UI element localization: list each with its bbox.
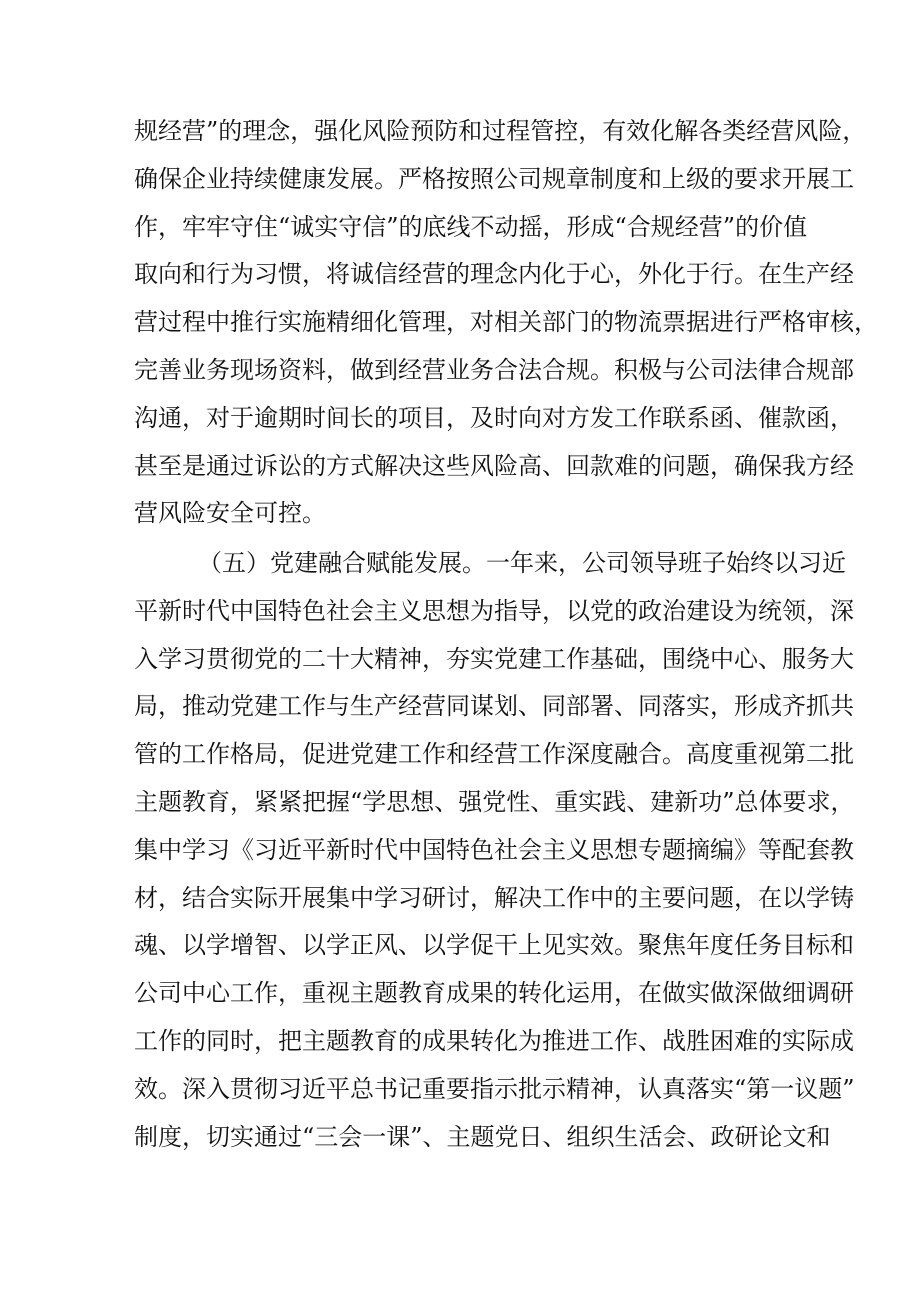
paragraph-risk-compliance <box>134 108 878 538</box>
paragraph-party-building <box>134 540 855 1161</box>
text-line: 确保企业持续健康发展。严格按照公司规章制度和上级的要求开展工 <box>134 164 854 193</box>
text-line: 集中学习《习近平新时代中国特色社会主义思想专题摘编》等配套教 <box>134 835 854 864</box>
text-line: （五）党建融合赋能发展。一年来，公司领导班子始终以习近 <box>198 549 846 577</box>
text-line: 主题教育，紧紧把握“学思想、强党性、重实践、建新功”总体要求， <box>134 787 855 816</box>
text-line: 管的工作格局，促进党建工作和经营工作深度融合。高度重视第二批 <box>134 740 854 769</box>
text-line: 局，推动党建工作与生产经营同谋划、同部署、同落实，形成齐抓共 <box>134 692 854 721</box>
text-line: 甚至是通过诉讼的方式解决这些风险高、回款难的问题，确保我方经 <box>134 451 854 480</box>
text-line: 材，结合实际开展集中学习研讨，解决工作中的主要问题，在以学铸 <box>134 883 854 912</box>
text-line: 取向和行为习惯，将诚信经营的理念内化于心，外化于行。在生产经 <box>134 260 854 289</box>
text-line: 沟通，对于逾期时间长的项目，及时向对方发工作联系函、催款函， <box>134 403 854 432</box>
text-line: 完善业务现场资料，做到经营业务合法合规。积极与公司法律合规部 <box>134 355 854 384</box>
text-line: 制度，切实通过“三会一课”、主题党日、组织生活会、政研论文和 <box>134 1122 831 1151</box>
text-line: 营过程中推行实施精细化管理，对相关部门的物流票据进行严格审核， <box>134 308 878 337</box>
text-line: 魂、以学增智、以学正风、以学促干上见实效。聚焦年度任务目标和 <box>134 931 854 960</box>
text-line: 作，牢牢守住“诚实守信”的底线不动摇，形成“合规经营”的价值 <box>134 212 808 241</box>
text-line: 营风险安全可控。 <box>134 499 326 528</box>
text-line: 效。深入贯彻习近平总书记重要指示批示精神，认真落实“第一议题” <box>134 1074 855 1103</box>
text-line: 入学习贯彻党的二十大精神，夯实党建工作基础，围绕中心、服务大 <box>134 644 854 673</box>
text-line: 工作的同时，把主题教育的成果转化为推进工作、战胜困难的实际成 <box>134 1026 854 1055</box>
text-line: 规经营”的理念，强化风险预防和过程管控，有效化解各类经营风险， <box>134 117 867 145</box>
text-line: 公司中心工作，重视主题教育成果的转化运用，在做实做深做细调研 <box>134 979 854 1008</box>
text-line: 平新时代中国特色社会主义思想为指导，以党的政治建设为统领，深 <box>134 596 854 625</box>
